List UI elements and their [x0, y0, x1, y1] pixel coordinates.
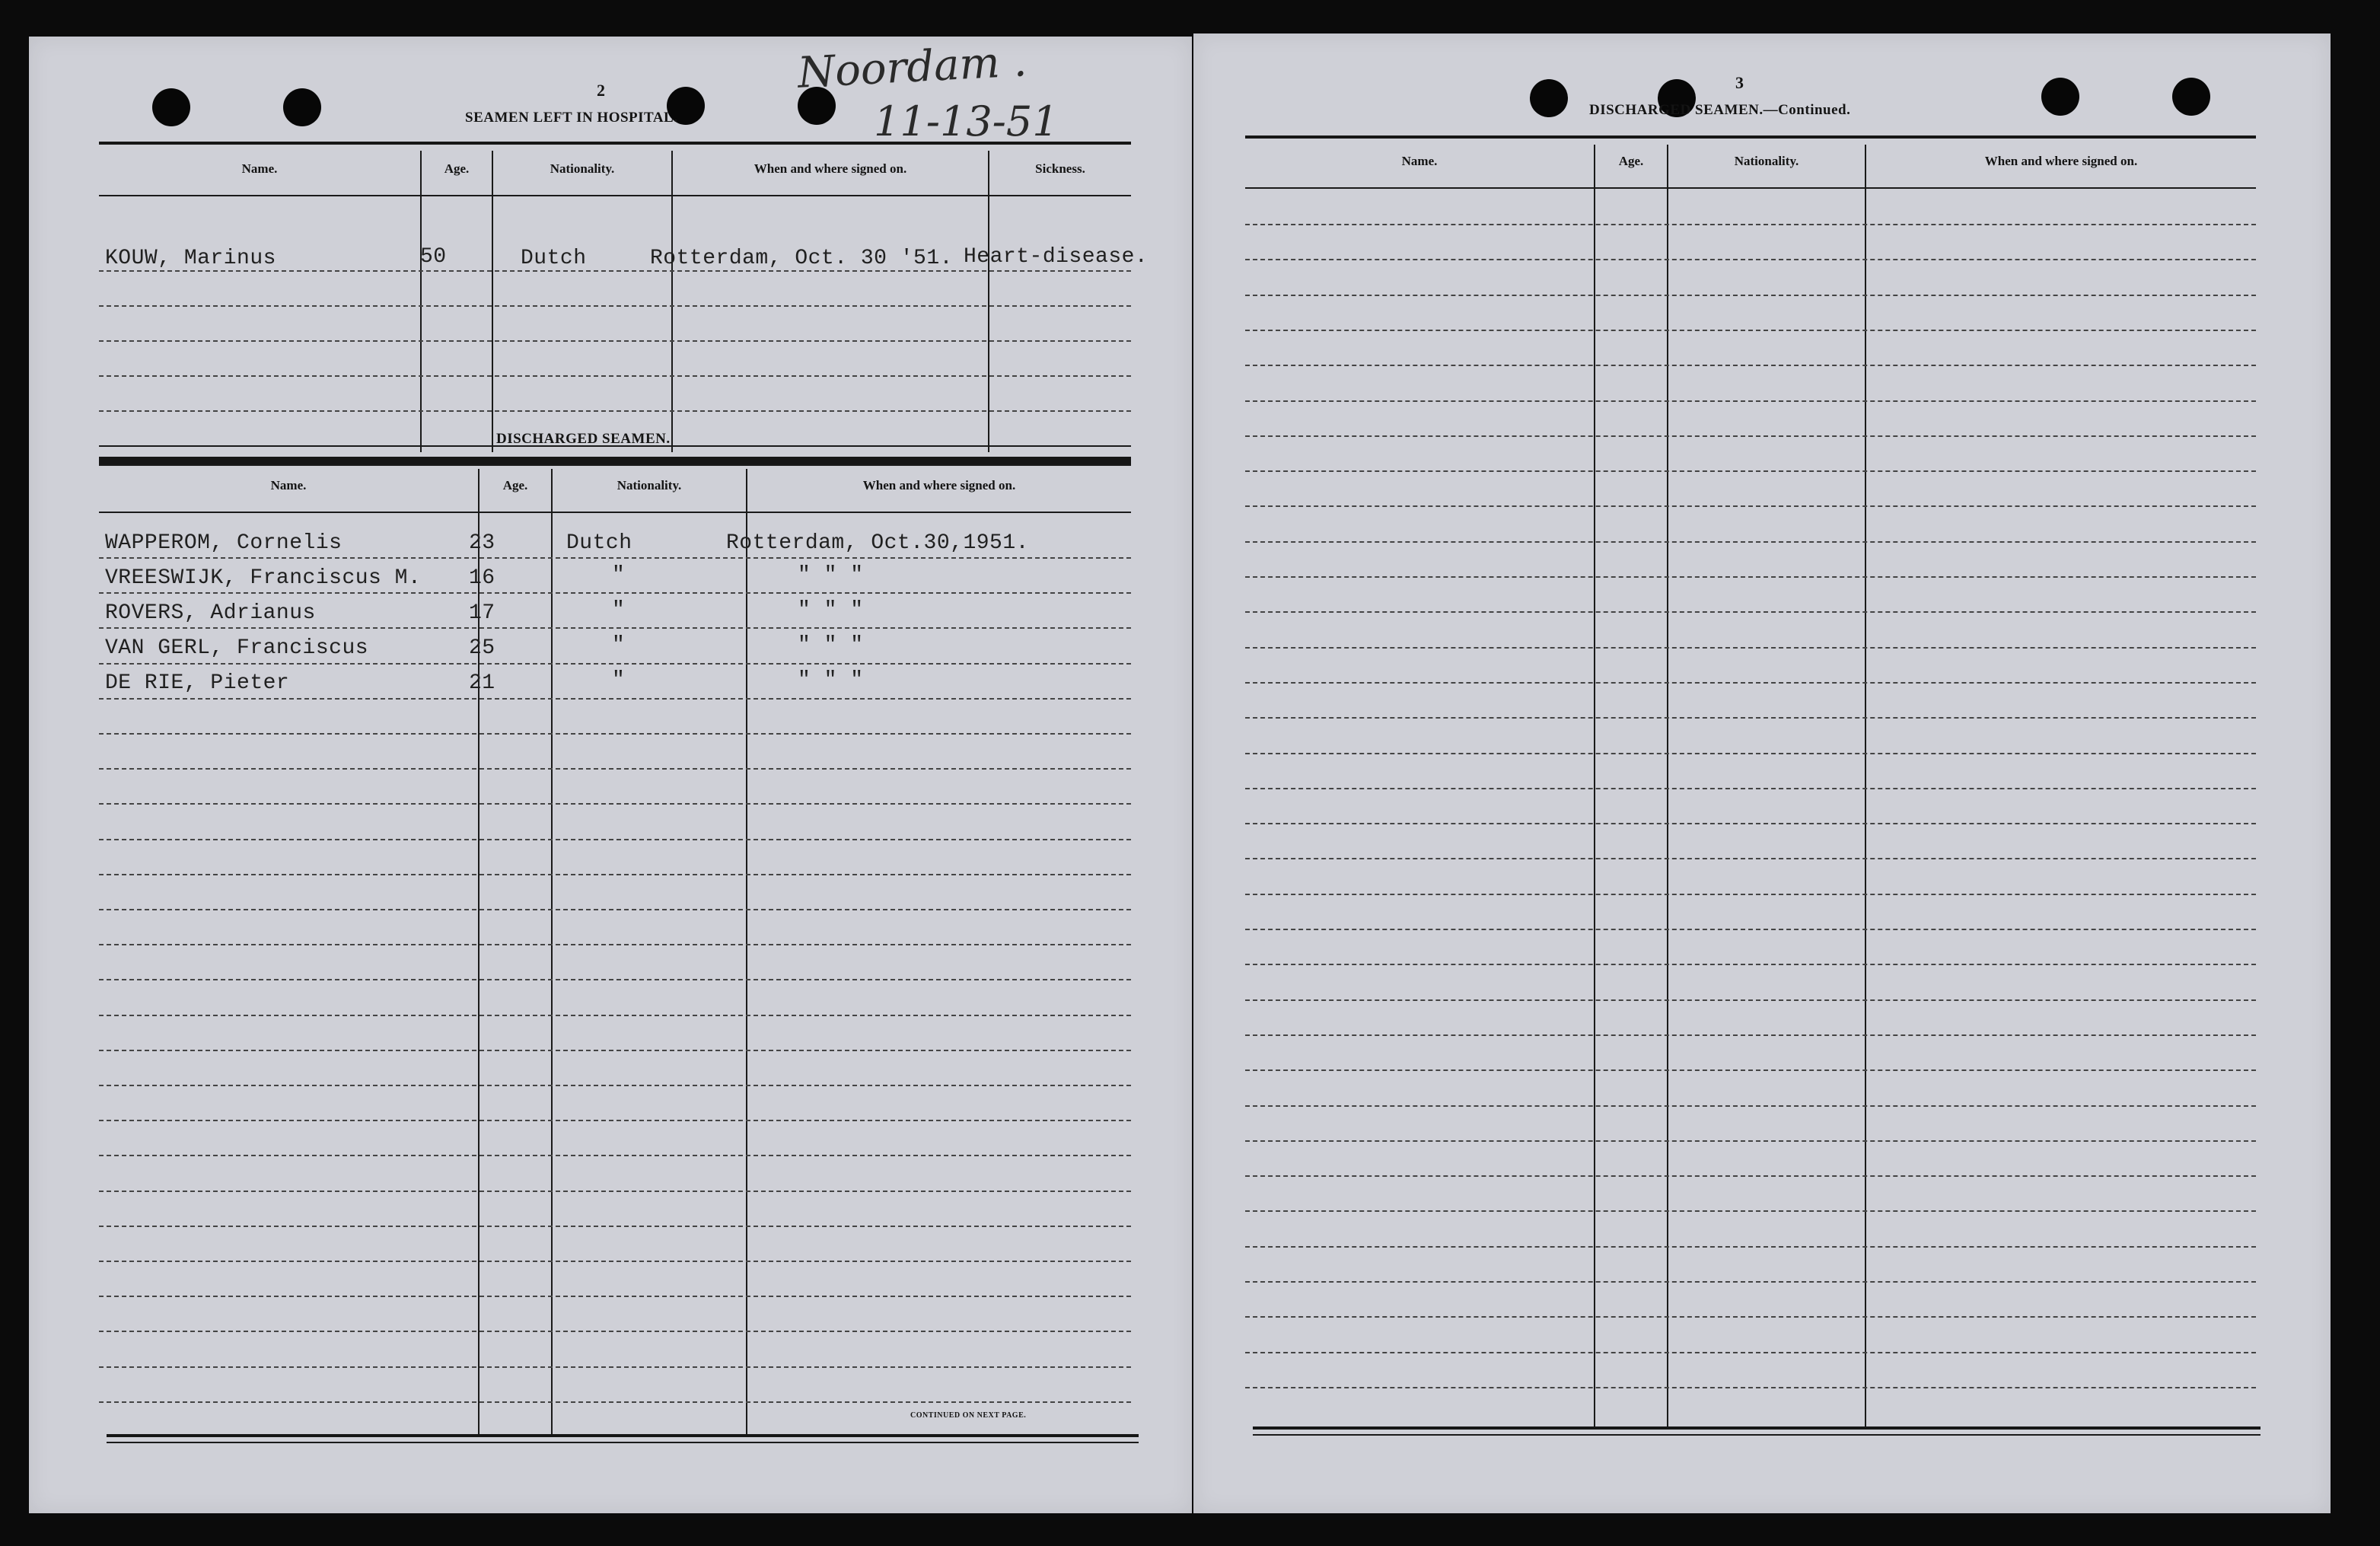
discharged-age-cell: 16	[469, 566, 495, 590]
hospital-signed-on-cell: Rotterdam, Oct. 30 '51.	[650, 247, 953, 270]
column-divider	[671, 151, 673, 452]
hospital-name-cell: KOUW, Marinus	[105, 247, 276, 270]
column-divider	[1594, 145, 1595, 1428]
row-rule	[99, 1050, 1131, 1051]
row-rule	[99, 1085, 1131, 1086]
row-rule	[99, 768, 1131, 770]
punch-hole	[152, 88, 190, 126]
row-rule	[1245, 1352, 2256, 1353]
table-rule	[99, 195, 1131, 196]
discharged-nationality-cell: "	[612, 633, 626, 657]
row-rule	[1245, 647, 2256, 649]
row-rule	[99, 340, 1131, 342]
row-rule	[99, 874, 1131, 875]
column-divider	[492, 151, 493, 452]
col-header-signed-on: When and where signed on.	[1984, 154, 2138, 168]
row-rule	[1245, 1175, 2256, 1177]
left-page	[29, 37, 1192, 1513]
row-rule	[99, 1366, 1131, 1368]
row-rule	[1245, 1069, 2256, 1071]
ship-name-annotation: Noordam .	[796, 37, 1028, 98]
row-rule	[1245, 1034, 2256, 1036]
col-header-name: Name.	[270, 478, 307, 492]
row-rule	[99, 1226, 1131, 1227]
row-rule	[1245, 894, 2256, 895]
row-rule	[99, 1191, 1131, 1192]
row-rule	[1245, 541, 2256, 543]
column-divider	[988, 151, 989, 452]
row-rule	[1245, 1140, 2256, 1142]
row-rule	[1245, 295, 2256, 296]
row-rule	[99, 410, 1131, 412]
row-rule	[99, 733, 1131, 735]
table-rule	[107, 1434, 1139, 1437]
row-rule	[1245, 365, 2256, 366]
col-header-sickness: Sickness.	[1035, 161, 1085, 176]
col-header-name: Name.	[241, 161, 278, 176]
row-rule	[1245, 1105, 2256, 1107]
column-divider	[551, 469, 553, 1437]
row-rule	[1245, 259, 2256, 260]
discharged-name-cell: VAN GERL, Franciscus	[105, 636, 369, 660]
discharged-name-cell: WAPPEROM, Cornelis	[105, 531, 343, 555]
row-rule	[1245, 823, 2256, 824]
table-rule	[107, 1442, 1139, 1443]
row-rule	[1245, 858, 2256, 859]
column-divider	[1667, 145, 1668, 1428]
row-rule	[1245, 435, 2256, 437]
table-rule	[1253, 1426, 2261, 1430]
punch-hole	[2172, 78, 2210, 116]
table-rule	[1245, 187, 2256, 189]
table-rule	[1245, 135, 2256, 139]
row-rule	[99, 944, 1131, 945]
row-rule	[1245, 1387, 2256, 1388]
row-rule	[1245, 682, 2256, 684]
row-rule	[1245, 753, 2256, 754]
table-rule	[99, 464, 1131, 466]
row-rule	[99, 1120, 1131, 1121]
row-rule	[99, 627, 1131, 629]
row-rule	[99, 1261, 1131, 1262]
right-page	[1193, 33, 2331, 1513]
row-rule	[99, 592, 1131, 594]
column-divider	[746, 469, 747, 1437]
row-rule	[1245, 999, 2256, 1001]
row-rule	[99, 909, 1131, 910]
discharged-age-cell: 21	[469, 671, 495, 695]
row-rule	[1245, 224, 2256, 225]
row-rule	[1245, 1246, 2256, 1248]
discharged-name-cell: VREESWIJK, Franciscus M.	[105, 566, 422, 590]
table-rule	[99, 512, 1131, 513]
row-rule	[1245, 717, 2256, 719]
row-rule	[99, 1331, 1131, 1332]
col-header-signed-on: When and where signed on.	[754, 161, 907, 176]
discharged-age-cell: 23	[469, 531, 495, 555]
row-rule	[1245, 1210, 2256, 1212]
page-number: 3	[1735, 73, 1744, 92]
row-rule	[99, 557, 1131, 559]
row-rule	[99, 698, 1131, 700]
row-rule	[1245, 788, 2256, 789]
discharged-signed-on-cell: " " "	[798, 668, 864, 692]
row-rule	[99, 270, 1131, 272]
row-rule	[99, 979, 1131, 980]
col-header-name: Name.	[1401, 154, 1438, 168]
table-rule	[1253, 1434, 2261, 1436]
row-rule	[1245, 964, 2256, 965]
table-rule	[99, 458, 1131, 461]
discharged-nationality-cell: "	[612, 668, 626, 692]
row-rule	[99, 663, 1131, 665]
punch-hole	[283, 88, 321, 126]
discharged-age-cell: 17	[469, 601, 495, 625]
row-rule	[99, 1155, 1131, 1156]
col-header-age: Age.	[444, 161, 470, 176]
hospital-age-cell: 50	[420, 245, 447, 269]
column-divider	[420, 151, 422, 452]
hospital-section-title: SEAMEN LEFT IN HOSPITAL.	[465, 110, 678, 126]
punch-hole	[1530, 79, 1568, 117]
row-rule	[1245, 1281, 2256, 1283]
row-rule	[99, 839, 1131, 840]
discharged-signed-on-cell: " " "	[798, 563, 864, 587]
discharged-nationality-cell: "	[612, 598, 626, 622]
row-rule	[1245, 470, 2256, 472]
discharged-signed-on-cell: " " "	[798, 633, 864, 657]
discharged-age-cell: 25	[469, 636, 495, 660]
discharged-section-title: DISCHARGED SEAMEN.	[496, 431, 671, 447]
row-rule	[99, 803, 1131, 805]
hospital-nationality-cell: Dutch	[521, 247, 587, 270]
hospital-sickness-cell: Heart-disease.	[964, 245, 1149, 269]
table-rule	[99, 142, 1131, 145]
discharged-continued-title: DISCHARGED SEAMEN.—Continued.	[1589, 102, 1851, 118]
row-rule	[99, 375, 1131, 377]
continued-footer: CONTINUED ON NEXT PAGE.	[910, 1411, 1027, 1420]
row-rule	[1245, 1316, 2256, 1318]
punch-hole	[2041, 78, 2079, 116]
column-divider	[1865, 145, 1866, 1428]
row-rule	[99, 1401, 1131, 1403]
col-header-nationality: Nationality.	[550, 161, 615, 176]
discharged-signed-on-cell: " " "	[798, 598, 864, 622]
row-rule	[1245, 576, 2256, 578]
discharged-signed-on-cell: Rotterdam, Oct.30,1951.	[726, 531, 1029, 555]
row-rule	[99, 1015, 1131, 1016]
col-header-signed-on: When and where signed on.	[862, 478, 1016, 492]
row-rule	[1245, 611, 2256, 613]
row-rule	[1245, 929, 2256, 930]
discharged-name-cell: ROVERS, Adrianus	[105, 601, 316, 625]
date-annotation: 11-13-51	[874, 97, 1059, 145]
row-rule	[1245, 400, 2256, 402]
row-rule	[99, 305, 1131, 307]
row-rule	[1245, 505, 2256, 507]
page-number: 2	[597, 81, 605, 100]
row-rule	[99, 1296, 1131, 1297]
col-header-nationality: Nationality.	[617, 478, 682, 492]
discharged-name-cell: DE RIE, Pieter	[105, 671, 290, 695]
row-rule	[1245, 330, 2256, 331]
discharged-nationality-cell: Dutch	[566, 531, 632, 555]
col-header-age: Age.	[1618, 154, 1644, 168]
discharged-nationality-cell: "	[612, 563, 626, 587]
col-header-age: Age.	[502, 478, 528, 492]
col-header-nationality: Nationality.	[1734, 154, 1799, 168]
